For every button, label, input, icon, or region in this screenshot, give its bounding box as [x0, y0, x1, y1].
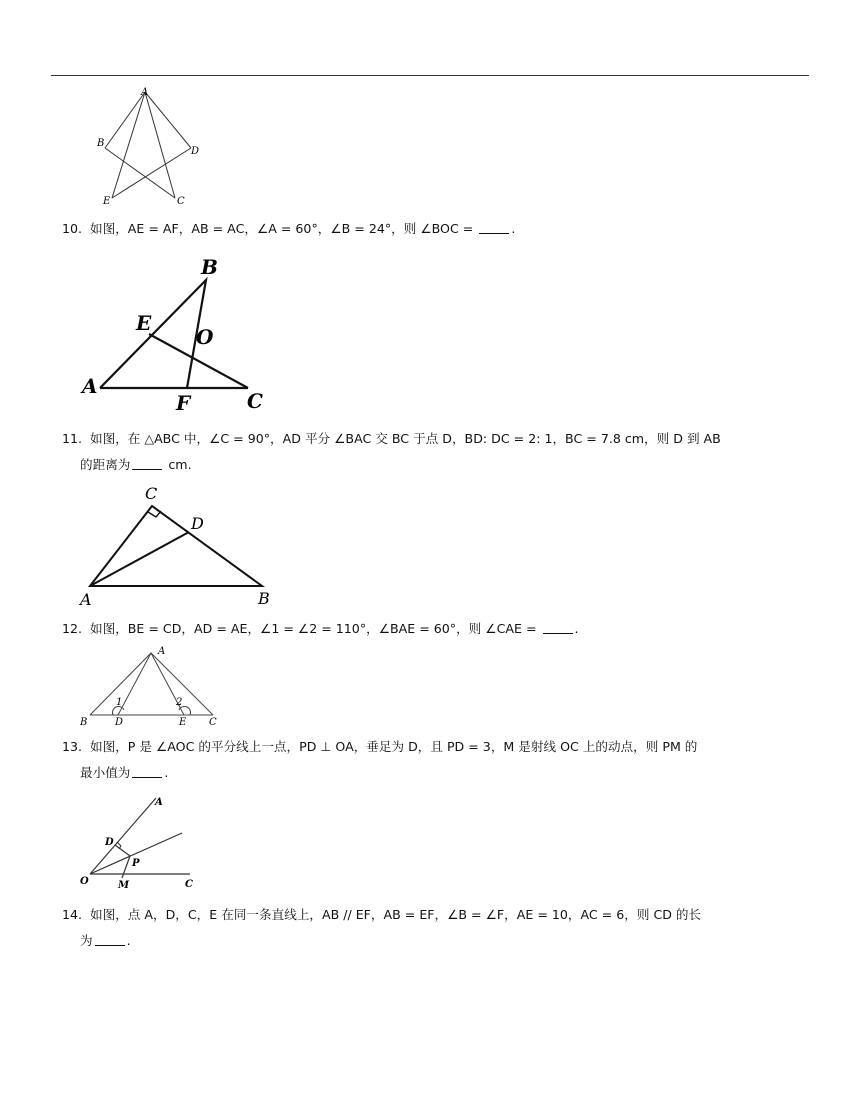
header-rule [51, 75, 809, 76]
question-text: 如图，BE = CD，AD = AE，∠1 = ∠2 = 110°，∠BAE = 60°，则 ∠CAE = [90, 621, 541, 636]
fig10-label-c: C [247, 389, 263, 413]
question-number: 14. [62, 907, 83, 922]
figure-q13 [78, 794, 198, 890]
question-text-line2: 最小值为 [80, 765, 131, 780]
question-10 [62, 219, 515, 239]
answer-blank[interactable] [132, 457, 162, 470]
question-11 [62, 429, 721, 449]
question-text-line1: 如图，点 A，D，C，E 在同一条直线上，AB // EF，AB = EF，∠B = ∠F，AE = 10，AC = 6，则 CD 的长 [90, 907, 702, 922]
fig9-label-d: D [191, 146, 200, 157]
fig13-label-p: P [132, 858, 140, 869]
question-13 [62, 737, 697, 757]
fig10-label-o: O [196, 325, 214, 349]
answer-blank[interactable] [132, 765, 162, 778]
answer-blank[interactable] [543, 621, 573, 634]
answer-blank[interactable] [95, 933, 125, 946]
fig11-label-b: B [258, 589, 270, 608]
figure-q10 [80, 252, 280, 414]
fig9-label-c: C [177, 196, 185, 207]
question-text-line1: 如图，在 △ABC 中，∠C = 90°，AD 平分 ∠BAC 交 BC 于点 D，BD: DC = 2: 1，BC = 7.8 cm，则 D 到 AB [90, 431, 721, 446]
question-unit: cm. [164, 457, 192, 472]
fig10-label-a: A [82, 374, 98, 398]
fig12-label-1: 1 [116, 697, 123, 708]
fig13-label-c: C [185, 879, 193, 890]
fig12-label-d: D [115, 717, 124, 728]
question-13-line2 [80, 763, 168, 783]
question-text-line1: 如图，P 是 ∠AOC 的平分线上一点，PD ⊥ OA，垂足为 D，且 PD = 3，M 是射线 OC 上的动点，则 PM 的 [90, 739, 698, 754]
question-number: 11. [62, 431, 83, 446]
question-14 [62, 905, 701, 925]
fig12-label-c: C [209, 717, 217, 728]
fig11-label-a: A [80, 590, 92, 609]
fig11-label-c: C [145, 484, 158, 503]
answer-blank[interactable] [479, 221, 509, 234]
question-12 [62, 619, 579, 639]
question-text: 如图，AE = AF，AB = AC，∠A = 60°，∠B = 24°，则 ∠BOC = [90, 221, 478, 236]
fig13-label-m: M [118, 880, 130, 891]
fig12-label-a: A [158, 646, 166, 657]
question-number: 12. [62, 621, 83, 636]
question-number: 13. [62, 739, 83, 754]
figure-q12 [78, 644, 228, 730]
fig11-label-d: D [191, 514, 204, 533]
fig9-label-b: B [97, 138, 105, 149]
fig10-label-e: E [136, 311, 152, 335]
question-14-line2 [80, 931, 131, 951]
fig10-label-b: B [201, 255, 218, 279]
fig9-label-e: E [103, 196, 111, 207]
fig13-label-a: A [155, 797, 163, 808]
question-text-line2: 的距离为 [80, 457, 131, 472]
question-end: . [511, 221, 516, 236]
fig12-label-2: 2 [176, 697, 183, 708]
fig13-label-o: O [80, 876, 89, 887]
fig12-label-b: B [80, 717, 88, 728]
fig10-label-f: F [176, 391, 191, 415]
question-11-line2 [80, 455, 192, 475]
fig13-label-d: D [105, 837, 114, 848]
figure-q9 [95, 86, 205, 208]
fig12-label-e: E [179, 717, 187, 728]
question-number: 10. [62, 221, 83, 236]
question-end: . [164, 765, 169, 780]
figure-q11 [78, 484, 278, 608]
question-end: . [126, 933, 131, 948]
fig9-label-a: A [141, 87, 149, 98]
question-end: . [574, 621, 579, 636]
question-text-line2: 为 [80, 933, 93, 948]
